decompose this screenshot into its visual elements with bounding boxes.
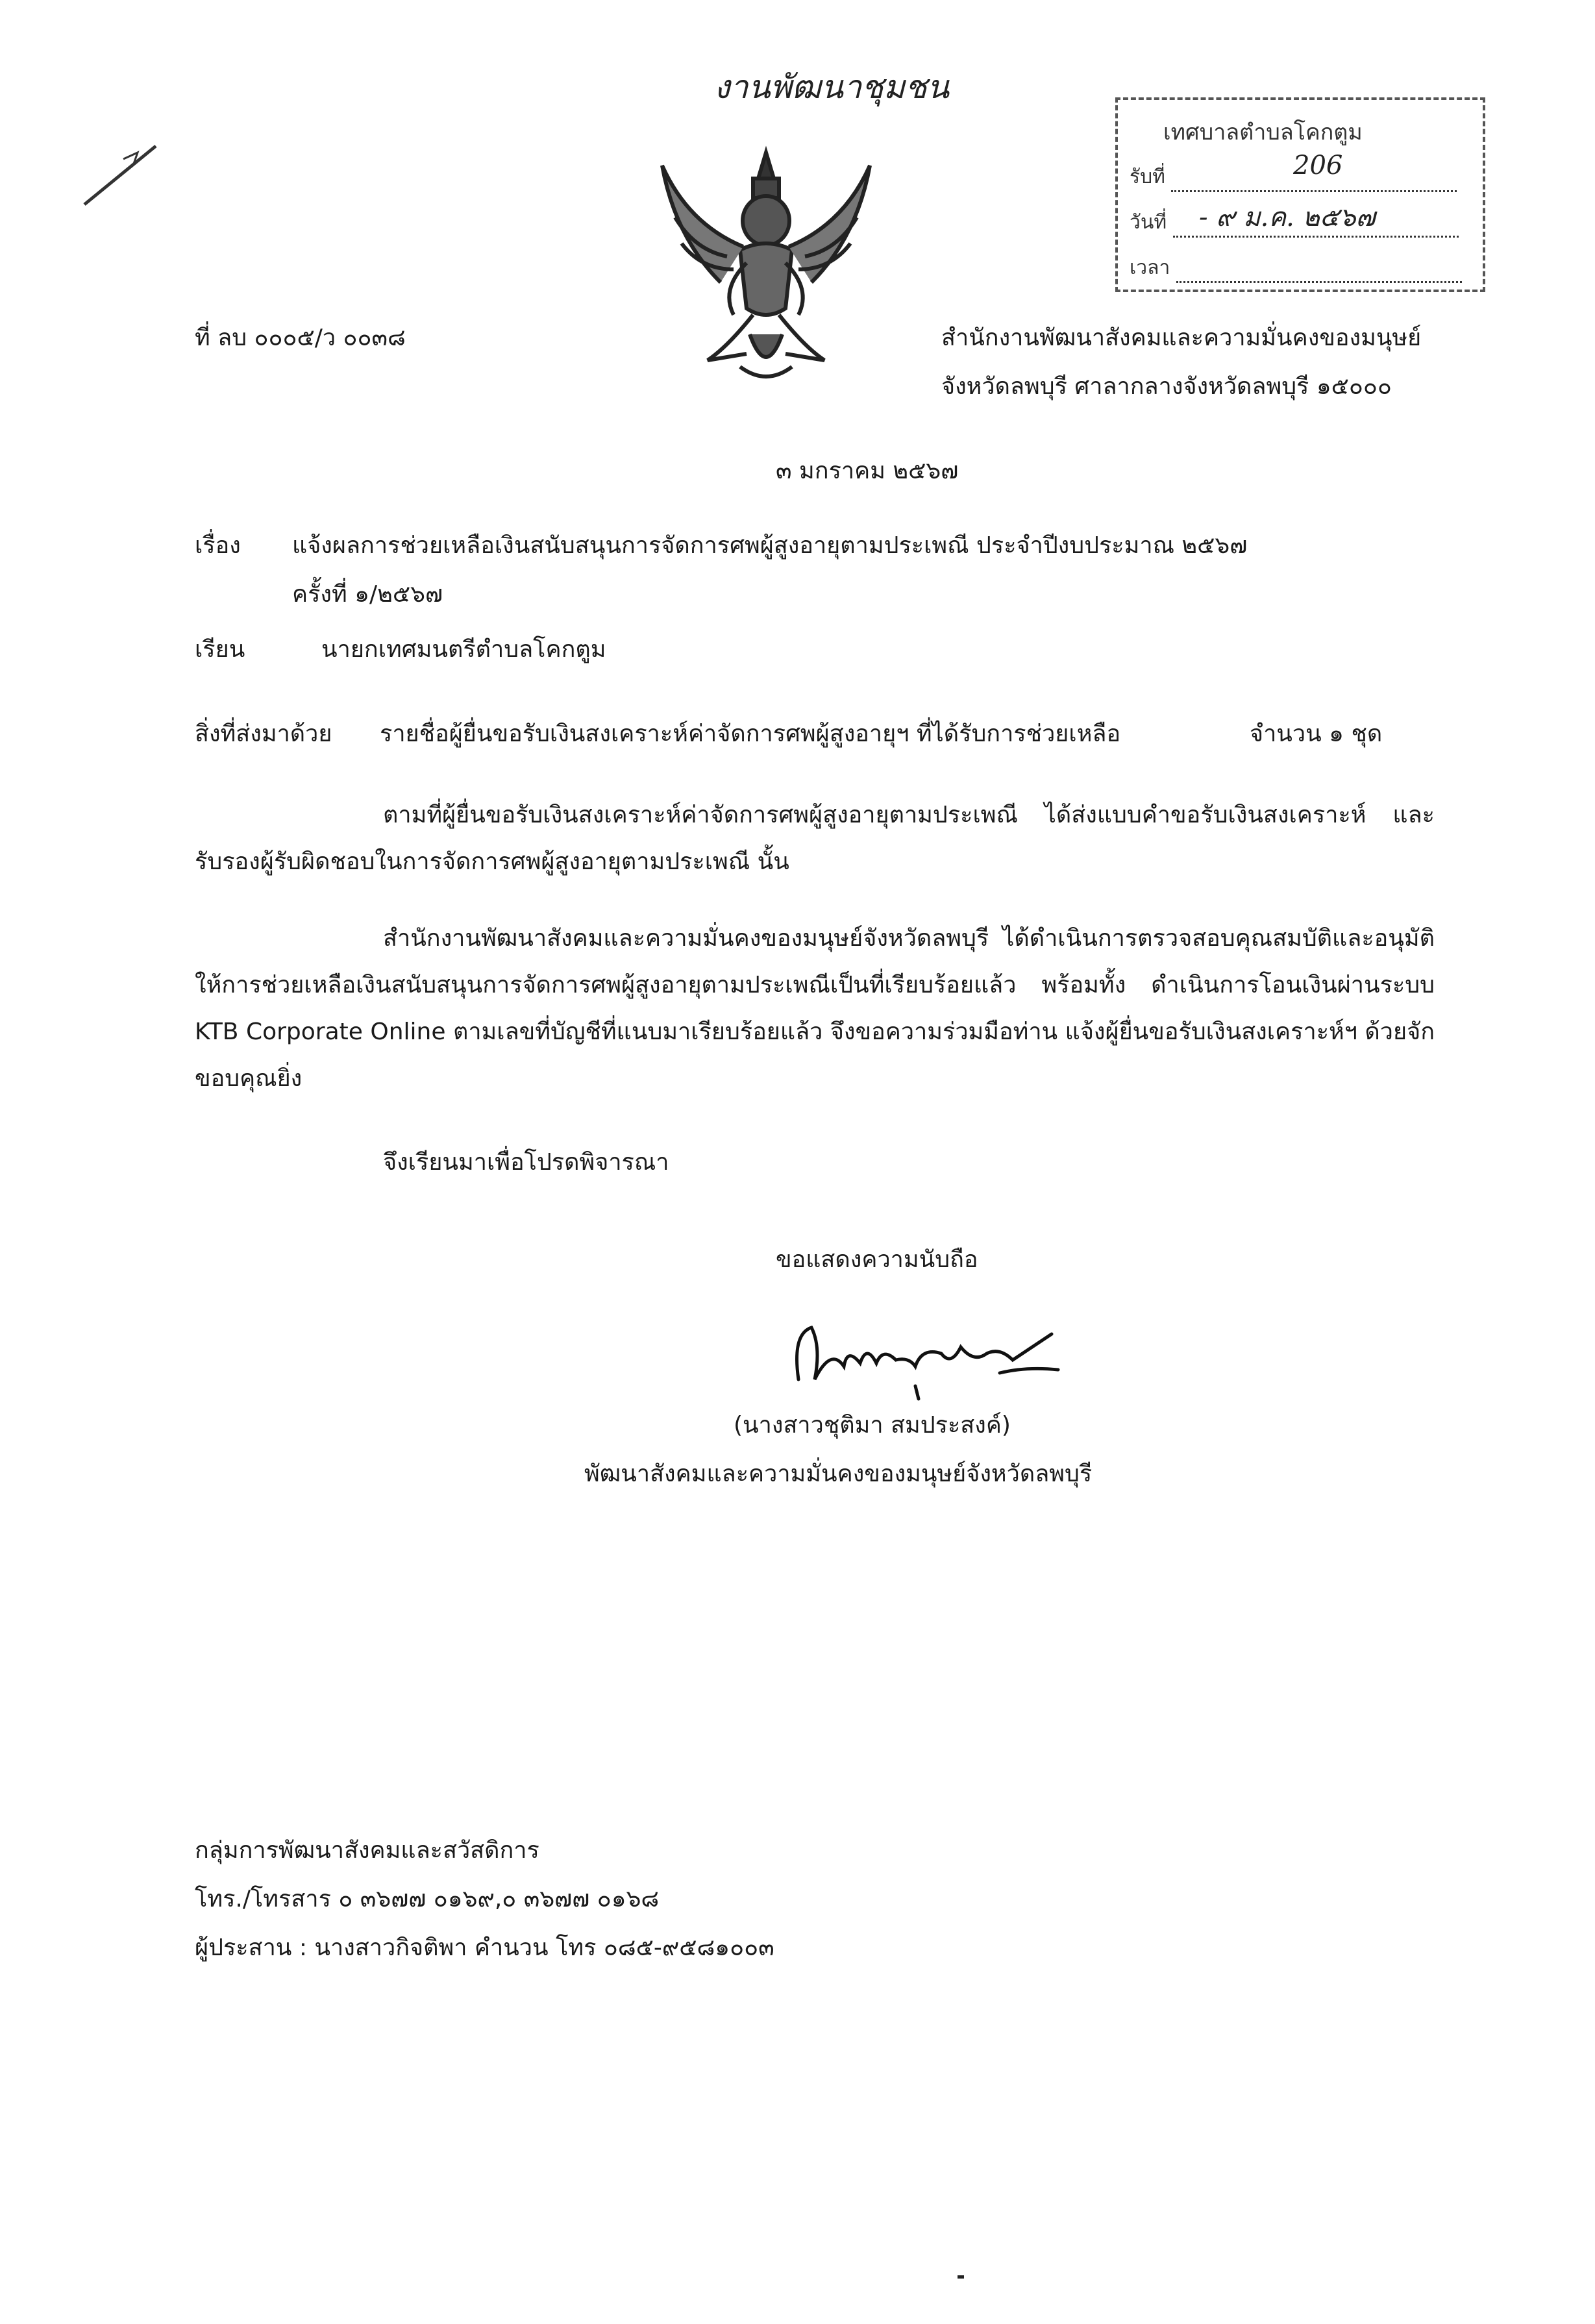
- body-paragraph-2: [195, 915, 1435, 1102]
- stamp-date-label: วันที่: [1130, 211, 1167, 234]
- sender-address-line1: สำนักงานพัฒนาสังคมและความมั่นคงของมนุษย์: [941, 325, 1422, 351]
- garuda-emblem-icon: [649, 140, 883, 386]
- enclosure-value: รายชื่อผู้ยื่นขอรับเงินสงเคราะห์ค่าจัดการศพผู้สูงอายุฯ ที่ได้รับการช่วยเหลือ: [380, 721, 1121, 747]
- stamp-receive-value: 206: [1293, 151, 1343, 180]
- stamp-time-label: เวลา: [1130, 256, 1170, 279]
- stamp-time-row: [1130, 253, 1462, 283]
- closing-phrase: ขอแสดงความนับถือ: [776, 1246, 978, 1273]
- reference-number: ที่ ลบ ๐๐๐๕/ว ๐๐๓๘: [195, 325, 406, 351]
- pen-mark-icon: [78, 133, 162, 211]
- signer-name: (นางสาวชุติมา สมประสงค์): [734, 1412, 1011, 1439]
- stamp-title: เทศบาลตำบลโคกตูม: [1163, 119, 1363, 145]
- body-paragraph-1-text: ตามที่ผู้ยื่นขอรับเงินสงเคราะห์ค่าจัดการศพผู้สูงอายุตามประเพณี ได้ส่งแบบคำขอรับเงินสงเคราะห์ และรับรองผู้รับผิดชอบในการจัดการศพผู้สูงอายุตามประเพณี นั้น: [195, 802, 1435, 875]
- closing-request: จึงเรียนมาเพื่อโปรดพิจารณา: [383, 1149, 669, 1176]
- addressee-value: นายกเทศมนตรีตำบลโคกตูม: [321, 636, 606, 663]
- handwritten-note: งานพัฒนาชุมชน: [714, 68, 950, 106]
- addressee-label: เรียน: [195, 636, 245, 663]
- signer-title: พัฒนาสังคมและความมั่นคงของมนุษย์จังหวัดลพบุรี: [584, 1461, 1093, 1487]
- scan-dot: [958, 2275, 964, 2279]
- sender-address-line2: จังหวัดลพบุรี ศาลากลางจังหวัดลพบุรี ๑๕๐๐๐: [941, 373, 1392, 400]
- subject-label: เรื่อง: [195, 532, 241, 559]
- receive-stamp: [1115, 97, 1485, 292]
- body-paragraph-1: [195, 792, 1435, 885]
- footer-coordinator: ผู้ประสาน : นางสาวกิจติพา คำนวน โทร ๐๘๕-๙๕๘๑๐๐๓: [195, 1935, 774, 1961]
- enclosure-quantity: จำนวน ๑ ชุด: [1250, 721, 1383, 747]
- letter-date: ๓ มกราคม ๒๕๖๗: [776, 458, 959, 484]
- stamp-receive-label: รับที่: [1130, 166, 1165, 188]
- stamp-date-value: - ๙ ม.ค. ๒๕๖๗: [1199, 203, 1376, 232]
- enclosure-label: สิ่งที่ส่งมาด้วย: [195, 721, 332, 747]
- body-paragraph-2-text: สำนักงานพัฒนาสังคมและความมั่นคงของมนุษย์จังหวัดลพบุรี ได้ดำเนินการตรวจสอบคุณสมบัติและอนุมัติให้การช่วยเหลือเงินสนับสนุนการจัดการศพผู้สูงอายุตามประเพณีเป็นที่เรียบร้อยแล้ว พร้อมทั้ง ดำเนินการโอนเงินผ่านระบบ KTB Corporate Online ตามเลขที่บัญชีที่แนบมาเรียบร้อยแล้ว จึงขอความร่วมมือท่าน แจ้งผู้ยื่นขอรับเงินสงเคราะห์ฯ ด้วยจักขอบคุณยิ่ง: [195, 925, 1435, 1092]
- signature-icon: [785, 1308, 1071, 1405]
- subject-line1: แจ้งผลการช่วยเหลือเงินสนับสนุนการจัดการศพผู้สูงอายุตามประเพณี ประจำปีงบประมาณ ๒๕๖๗: [292, 532, 1248, 559]
- footer-department: กลุ่มการพัฒนาสังคมและสวัสดิการ: [195, 1837, 539, 1864]
- footer-phone: โทร./โทรสาร ๐ ๓๖๗๗ ๐๑๖๙,๐ ๓๖๗๗ ๐๑๖๘: [195, 1886, 660, 1912]
- subject-line2: ครั้งที่ ๑/๒๕๖๗: [292, 581, 443, 608]
